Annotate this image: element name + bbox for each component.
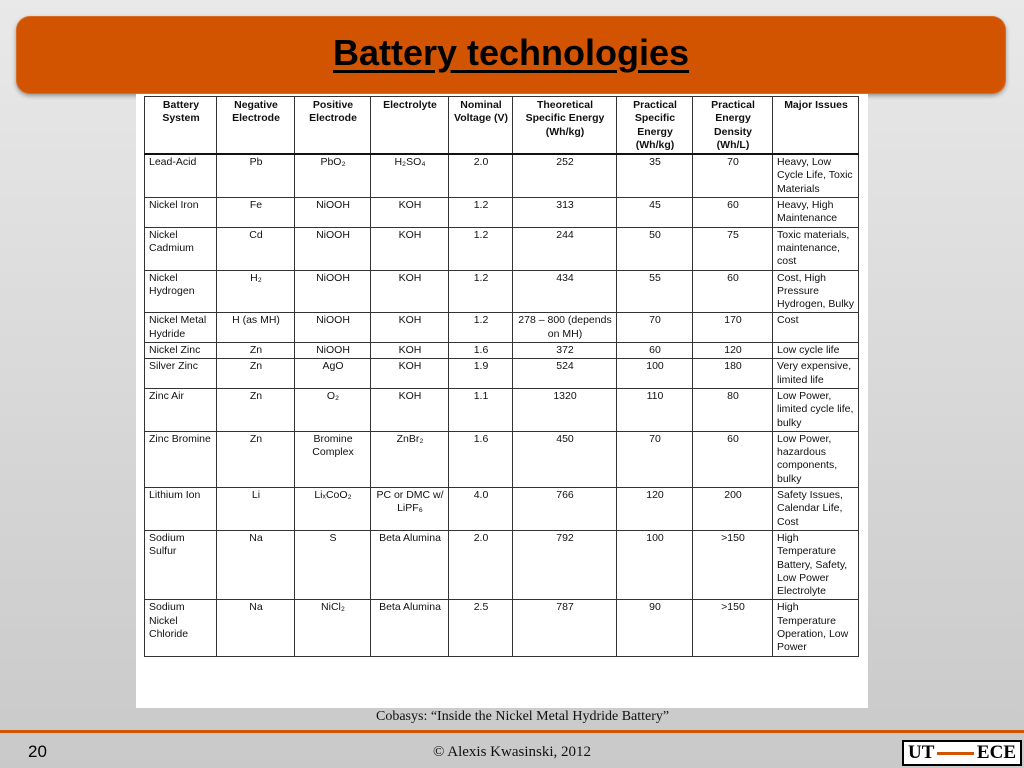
table-cell: Li bbox=[217, 488, 295, 531]
table-row bbox=[145, 600, 859, 656]
table-cell: Silver Zinc bbox=[145, 359, 217, 389]
table-cell: Toxic materials, maintenance, cost bbox=[773, 227, 859, 270]
table-cell: Low Power, limited cycle life, bulky bbox=[773, 388, 859, 431]
table-row bbox=[145, 388, 859, 431]
footer-divider bbox=[0, 730, 1024, 733]
column-header: Practical Specific Energy (Wh/kg) bbox=[617, 97, 693, 155]
table-cell: 524 bbox=[513, 359, 617, 389]
table-cell: 100 bbox=[617, 359, 693, 389]
table-cell: 170 bbox=[693, 313, 773, 343]
logo-ut-text: UT bbox=[908, 742, 935, 763]
table-image bbox=[136, 94, 868, 708]
table-row bbox=[145, 313, 859, 343]
table-cell: Pb bbox=[217, 154, 295, 197]
table-cell: 450 bbox=[513, 431, 617, 487]
table-cell: Lithium Ion bbox=[145, 488, 217, 531]
table-cell: 244 bbox=[513, 227, 617, 270]
table-cell: 792 bbox=[513, 530, 617, 599]
table-cell: Cost bbox=[773, 313, 859, 343]
table-cell: 1.2 bbox=[449, 227, 513, 270]
table-cell: KOH bbox=[371, 343, 449, 359]
table-cell: Beta Alumina bbox=[371, 530, 449, 599]
logo-ece-text: ECE bbox=[976, 742, 1016, 763]
table-cell: NiCl₂ bbox=[295, 600, 371, 656]
table-cell: Zn bbox=[217, 359, 295, 389]
column-header: Practical Energy Density (Wh/L) bbox=[693, 97, 773, 155]
table-cell: 1.6 bbox=[449, 431, 513, 487]
table-row bbox=[145, 530, 859, 599]
table-cell: Fe bbox=[217, 198, 295, 228]
table-cell: 252 bbox=[513, 154, 617, 197]
table-cell: LiₓCoO₂ bbox=[295, 488, 371, 531]
column-header: Electrolyte bbox=[371, 97, 449, 155]
battery-table bbox=[144, 96, 859, 657]
table-cell: Safety Issues, Calendar Life, Cost bbox=[773, 488, 859, 531]
table-cell: Bromine Complex bbox=[295, 431, 371, 487]
table-cell: >150 bbox=[693, 600, 773, 656]
ut-ece-logo bbox=[902, 740, 1022, 766]
slide-title: Battery technologies bbox=[332, 32, 690, 73]
table-cell: Zinc Bromine bbox=[145, 431, 217, 487]
table-row bbox=[145, 359, 859, 389]
table-cell: KOH bbox=[371, 313, 449, 343]
table-cell: Na bbox=[217, 600, 295, 656]
table-row bbox=[145, 488, 859, 531]
table-cell: 787 bbox=[513, 600, 617, 656]
table-cell: Very expensive, limited life bbox=[773, 359, 859, 389]
table-cell: Zn bbox=[217, 431, 295, 487]
table-cell: Nickel Iron bbox=[145, 198, 217, 228]
table-cell: 1.6 bbox=[449, 343, 513, 359]
table-cell: Low Power, hazardous components, bulky bbox=[773, 431, 859, 487]
table-cell: Lead-Acid bbox=[145, 154, 217, 197]
table-cell: 60 bbox=[693, 270, 773, 313]
table-cell: 1320 bbox=[513, 388, 617, 431]
source-caption: Cobasys: “Inside the Nickel Metal Hydride Battery” bbox=[376, 709, 670, 724]
table-cell: 434 bbox=[513, 270, 617, 313]
table-body bbox=[145, 154, 859, 656]
column-header: Positive Electrode bbox=[295, 97, 371, 155]
table-cell: H₂SO₄ bbox=[371, 154, 449, 197]
table-cell: Beta Alumina bbox=[371, 600, 449, 656]
table-cell: Nickel Hydrogen bbox=[145, 270, 217, 313]
table-cell: Sodium Nickel Chloride bbox=[145, 600, 217, 656]
table-cell: PbO₂ bbox=[295, 154, 371, 197]
table-cell: KOH bbox=[371, 227, 449, 270]
longhorn-icon bbox=[937, 752, 974, 755]
table-cell: 313 bbox=[513, 198, 617, 228]
table-cell: Zinc Air bbox=[145, 388, 217, 431]
title-bar bbox=[16, 16, 1006, 94]
table-row bbox=[145, 270, 859, 313]
table-cell: 278 – 800 (depends on MH) bbox=[513, 313, 617, 343]
column-header: Negative Electrode bbox=[217, 97, 295, 155]
table-cell: 90 bbox=[617, 600, 693, 656]
table-cell: Nickel Zinc bbox=[145, 343, 217, 359]
table-cell: 35 bbox=[617, 154, 693, 197]
table-cell: 60 bbox=[693, 198, 773, 228]
table-cell: High Temperature Battery, Safety, Low Power Electrolyte bbox=[773, 530, 859, 599]
table-cell: KOH bbox=[371, 198, 449, 228]
table-cell: 80 bbox=[693, 388, 773, 431]
table-cell: Low cycle life bbox=[773, 343, 859, 359]
table-cell: 110 bbox=[617, 388, 693, 431]
table-cell: 180 bbox=[693, 359, 773, 389]
table-cell: PC or DMC w/ LiPF₆ bbox=[371, 488, 449, 531]
copyright-footer: © Alexis Kwasinski, 2012 bbox=[432, 744, 592, 760]
table-cell: 1.2 bbox=[449, 313, 513, 343]
table-cell: Zn bbox=[217, 388, 295, 431]
table-cell: 70 bbox=[693, 154, 773, 197]
table-cell: Cd bbox=[217, 227, 295, 270]
table-cell: High Temperature Operation, Low Power bbox=[773, 600, 859, 656]
table-cell: 372 bbox=[513, 343, 617, 359]
table-cell: Cost, High Pressure Hydrogen, Bulky bbox=[773, 270, 859, 313]
table-cell: AgO bbox=[295, 359, 371, 389]
table-cell: 200 bbox=[693, 488, 773, 531]
table-cell: 55 bbox=[617, 270, 693, 313]
table-cell: Zn bbox=[217, 343, 295, 359]
column-header: Nominal Voltage (V) bbox=[449, 97, 513, 155]
column-header: Battery System bbox=[145, 97, 217, 155]
table-cell: 4.0 bbox=[449, 488, 513, 531]
table-cell: 2.0 bbox=[449, 530, 513, 599]
table-header-row bbox=[145, 97, 859, 155]
table-cell: Heavy, Low Cycle Life, Toxic Materials bbox=[773, 154, 859, 197]
table-cell: S bbox=[295, 530, 371, 599]
table-row bbox=[145, 154, 859, 197]
table-cell: >150 bbox=[693, 530, 773, 599]
table-cell: 100 bbox=[617, 530, 693, 599]
table-cell: H (as MH) bbox=[217, 313, 295, 343]
table-cell: KOH bbox=[371, 270, 449, 313]
table-cell: 2.5 bbox=[449, 600, 513, 656]
column-header: Major Issues bbox=[773, 97, 859, 155]
page-number: 20 bbox=[28, 742, 47, 761]
table-cell: Na bbox=[217, 530, 295, 599]
table-cell: Nickel Metal Hydride bbox=[145, 313, 217, 343]
table-cell: NiOOH bbox=[295, 313, 371, 343]
table-cell: 50 bbox=[617, 227, 693, 270]
table-cell: 1.2 bbox=[449, 198, 513, 228]
column-header: Theoretical Specific Energy (Wh/kg) bbox=[513, 97, 617, 155]
table-cell: NiOOH bbox=[295, 198, 371, 228]
table-cell: 120 bbox=[693, 343, 773, 359]
table-cell: 75 bbox=[693, 227, 773, 270]
table-cell: KOH bbox=[371, 359, 449, 389]
table-cell: NiOOH bbox=[295, 227, 371, 270]
table-row bbox=[145, 431, 859, 487]
table-cell: ZnBr₂ bbox=[371, 431, 449, 487]
table-cell: O₂ bbox=[295, 388, 371, 431]
table-cell: 1.9 bbox=[449, 359, 513, 389]
table-row bbox=[145, 227, 859, 270]
table-cell: 45 bbox=[617, 198, 693, 228]
table-cell: 60 bbox=[693, 431, 773, 487]
table-cell: Nickel Cadmium bbox=[145, 227, 217, 270]
table-cell: 70 bbox=[617, 431, 693, 487]
table-cell: Heavy, High Maintenance bbox=[773, 198, 859, 228]
table-cell: KOH bbox=[371, 388, 449, 431]
table-row bbox=[145, 198, 859, 228]
table-cell: 1.1 bbox=[449, 388, 513, 431]
table-cell: NiOOH bbox=[295, 270, 371, 313]
table-cell: 766 bbox=[513, 488, 617, 531]
table-cell: H₂ bbox=[217, 270, 295, 313]
table-cell: 60 bbox=[617, 343, 693, 359]
table-cell: 120 bbox=[617, 488, 693, 531]
table-cell: NiOOH bbox=[295, 343, 371, 359]
table-cell: 1.2 bbox=[449, 270, 513, 313]
table-row bbox=[145, 343, 859, 359]
table-cell: 2.0 bbox=[449, 154, 513, 197]
table-cell: Sodium Sulfur bbox=[145, 530, 217, 599]
table-cell: 70 bbox=[617, 313, 693, 343]
